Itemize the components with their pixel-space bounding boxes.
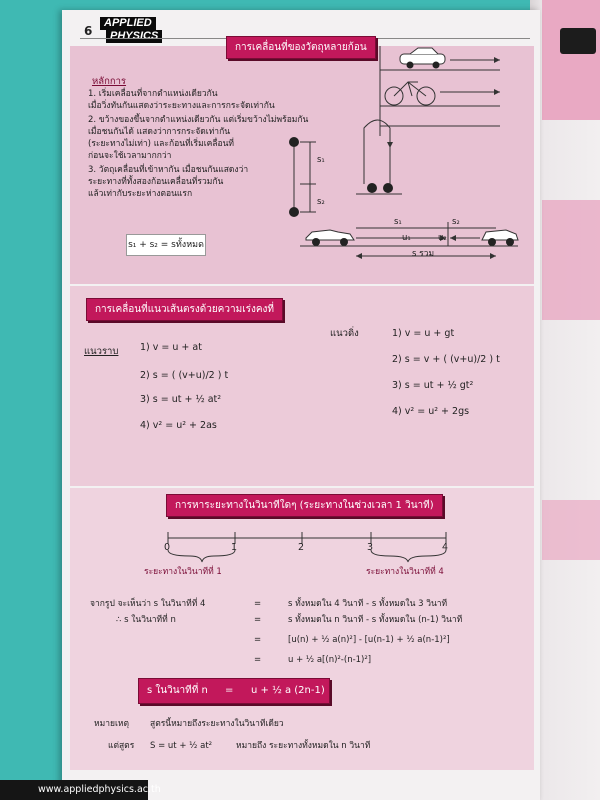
vertical-formula: 3) s = ut + ½ gt² (392, 380, 474, 391)
principle-line: (ระยะทางไม่เท่า) และก้อนที่เริ่มเคลื่อนที่ (88, 139, 235, 149)
time-number-line (150, 528, 460, 588)
facing-page-pink-band (542, 200, 600, 320)
vertical-formula: 4) v² = u² + 2gs (392, 406, 470, 417)
s1-top-label: s₁ (394, 217, 402, 227)
principle-line: 2. ขว้างของขึ้นจากตำแหน่งเดียวกัน แต่เริ่มขว้างไม่พร้อมกัน (88, 115, 309, 125)
logo-line1: APPLIED (100, 17, 156, 30)
but-label: แต่สูตร (108, 741, 135, 751)
derivation-line2-prefix: ∴ s ในวินาทีที่ n (116, 615, 176, 625)
u1-label: u₁ (402, 233, 411, 243)
footer-website: www.appliedphysics.ac.th (0, 780, 148, 800)
formula-eq: = (225, 685, 234, 696)
page-number: 6 (84, 24, 93, 38)
principle-line: เมื่อชนกันได้ แสดงว่าการกระจัดเท่ากัน (88, 127, 231, 137)
note-label: หมายเหตุ (94, 719, 129, 729)
formula-right: u + ½ a (2n-1) (251, 685, 325, 696)
horizontal-label: แนวราบ (84, 346, 119, 357)
applied-physics-logo (100, 17, 190, 43)
principle-label: หลักการ (92, 76, 127, 87)
s-total-label: s รวม (412, 249, 435, 259)
section1-title: การเคลื่อนที่ของวัตถุหลายก้อน (226, 36, 376, 59)
u2-label: u₂ (438, 233, 447, 243)
principle-line: แล้วเท่ากับระยะห่างตอนแรก (88, 189, 193, 199)
formula-left: s ในวินาทีที่ n (147, 685, 208, 696)
horizontal-formula: 4) v² = u² + 2as (140, 420, 217, 431)
facing-page-pink-band (542, 500, 600, 560)
vertical-label: แนวดิ่ง (330, 328, 359, 339)
derivation-line3-eq: = (254, 635, 262, 645)
derivation-line1-prefix: จากรูป จะเห็นว่า s ในวินาทีที่ 4 (90, 599, 206, 609)
section3-title: การหาระยะทางในวินาทีใดๆ (ระยะทางในช่วงเวลา 1 วินาที) (166, 494, 443, 517)
derivation-line4-eq: = (254, 655, 262, 665)
principle-line: ก่อนจะใช้เวลามากกว่า (88, 151, 172, 161)
derivation-line2-rhs: s ทั้งหมดใน n วินาที - s ทั้งหมดใน (n-1) วินาที (288, 615, 463, 625)
s2-label: s₂ (317, 197, 325, 207)
tick-4: 4 (442, 542, 449, 553)
principle-line: 3. วัตถุเคลื่อนที่เข้าหากัน เมื่อชนกันแสดงว่า (88, 165, 249, 175)
facing-page (530, 0, 600, 800)
principle-line: เมื่อวิ่งทันกันแสดงว่าระยะทางและการกระจัดเท่ากัน (88, 101, 275, 111)
tick-1: 1 (231, 542, 238, 553)
vertical-throw-illustration (286, 108, 406, 228)
derivation-line3-rhs: [u(n) + ½ a(n)²] - [u(n-1) + ½ a(n-1)²] (288, 635, 450, 645)
tick-0: 0 (164, 542, 171, 553)
logo-line2: PHYSICS (106, 30, 162, 43)
vertical-formula: 2) s = v + ( (v+u)/2 ) t (392, 354, 500, 365)
brace-left-label: ระยะทางในวินาทีที่ 1 (144, 567, 222, 577)
principle-line: 1. เริ่มเคลื่อนที่จากตำแหน่งเดียวกัน (88, 89, 218, 99)
tick-3: 3 (367, 542, 374, 553)
principle-line: ระยะทางที่ทั้งสองก้อนเคลื่อนที่รวมกัน (88, 177, 224, 187)
derivation-line2-eq: = (254, 615, 262, 625)
derivation-line1-eq: = (254, 599, 262, 609)
horizontal-formula: 2) s = ( (v+u)/2 ) t (140, 370, 229, 381)
note-text: สูตรนี้หมายถึงระยะทางในวินาทีเดียว (150, 719, 284, 729)
tick-2: 2 (298, 542, 305, 553)
section2-title: การเคลื่อนที่แนวเส้นตรงด้วยความเร่งคงที่ (86, 298, 283, 321)
s2-top-label: s₂ (452, 217, 460, 227)
facing-page-pink-band (542, 0, 600, 120)
horizontal-formula: 1) v = u + at (140, 342, 202, 353)
derivation-line1-rhs: s ทั้งหมดใน 4 วินาที - s ทั้งหมดใน 3 วินาที (288, 599, 448, 609)
but-formula: S = ut + ½ at² (150, 741, 213, 751)
facing-page-tab (560, 28, 596, 54)
derivation-line4-rhs: u + ½ a[(n)²-(n-1)²] (288, 655, 372, 665)
sum-equation-box: s₁ + s₂ = sทั้งหมด (126, 234, 206, 256)
s1-label: s₁ (317, 155, 325, 165)
brace-right-label: ระยะทางในวินาทีที่ 4 (366, 567, 444, 577)
horizontal-formula: 3) s = ut + ½ at² (140, 394, 222, 405)
nth-second-formula-box (138, 678, 330, 704)
vertical-formula: 1) v = u + gt (392, 328, 455, 339)
but-text: หมายถึง ระยะทางทั้งหมดใน n วินาที (236, 741, 371, 751)
